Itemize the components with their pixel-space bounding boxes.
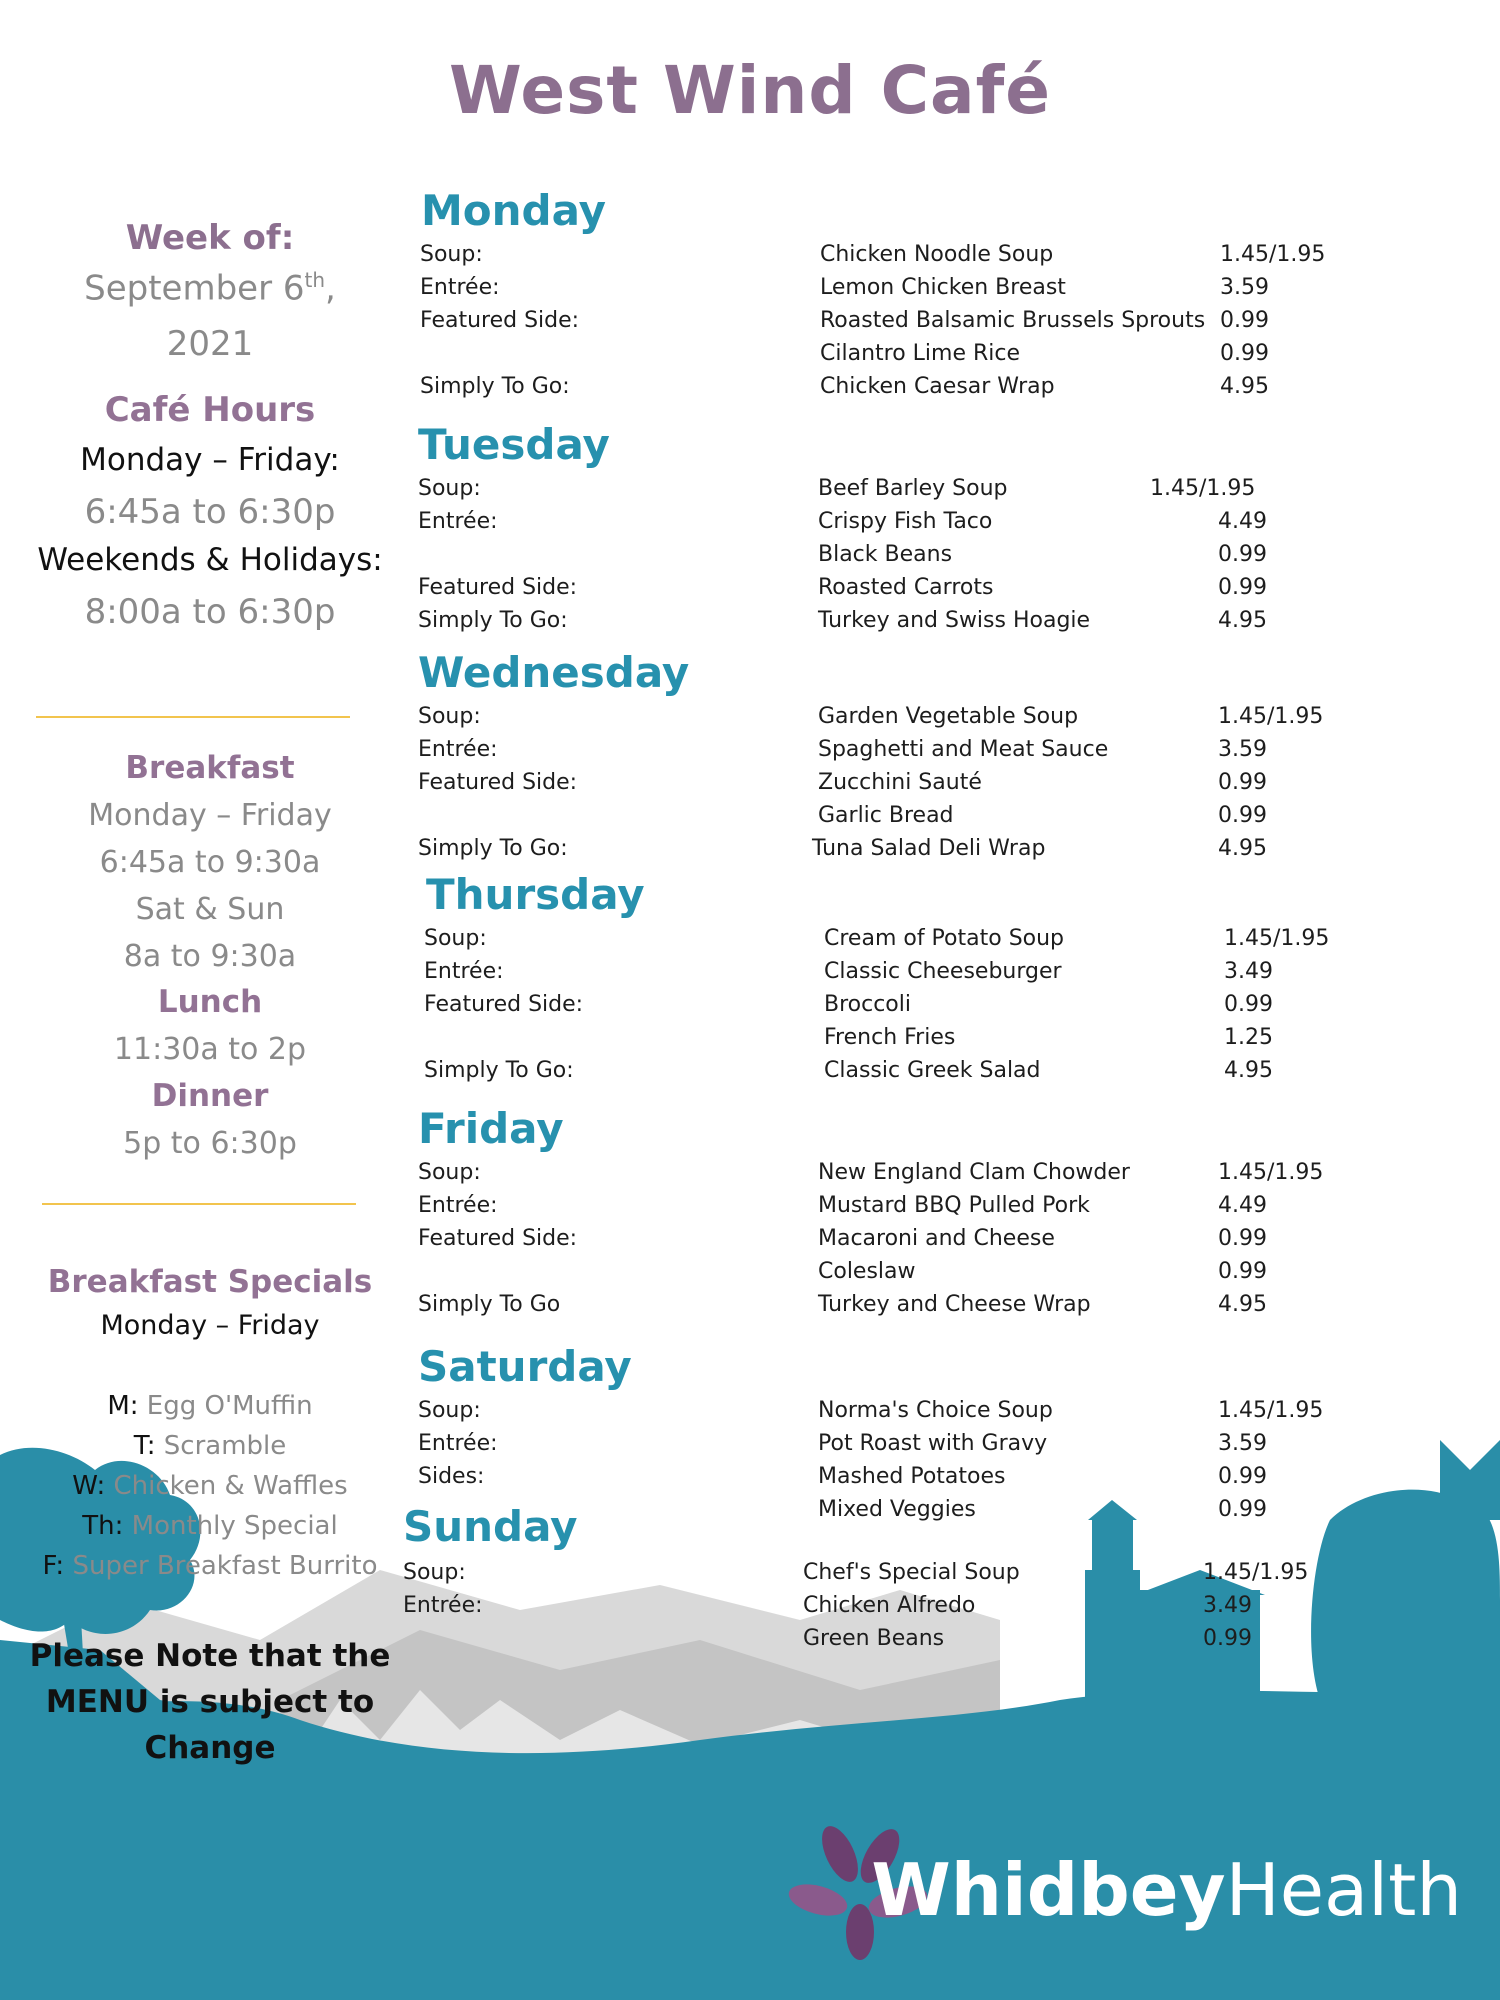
row-item: Beef Barley Soup [818,476,1008,501]
weekday-label: Monday – Friday: [80,442,340,478]
week-of-block [20,218,400,258]
row-price: 0.99 [1218,1226,1267,1251]
row-price: 0.99 [1220,341,1269,366]
row-label: Entrée: [418,1431,498,1456]
breakfast-hours: 6:45a to 9:30a [99,845,321,880]
weekend-hours: 8:00a to 6:30p [84,592,336,632]
row-item: Tuna Salad Deli Wrap [812,836,1046,861]
note-line-3: Change [144,1730,276,1766]
row-label: Simply To Go: [424,1058,574,1083]
row-item: Mixed Veggies [818,1497,976,1522]
breakfast-specials-title: Breakfast Specials [47,1264,373,1300]
row-item: Zucchini Sauté [818,770,982,795]
breakfast-specials-days: Monday – Friday [100,1310,320,1341]
breakfast-specials-list [20,1386,400,1586]
day-tuesday: Tuesday [418,420,610,469]
logo-word-1: Whidbey [871,1848,1226,1932]
cafe-hours-title: Café Hours [104,390,316,430]
row-label: Entrée: [418,509,498,534]
row-label: Simply To Go: [418,608,568,633]
row-price: 4.49 [1218,1193,1267,1218]
row-price: 0.99 [1218,1259,1267,1284]
row-price: 0.99 [1218,803,1267,828]
row-item: Turkey and Swiss Hoagie [818,608,1091,633]
row-price: 1.45/1.95 [1220,242,1326,267]
row-item: Roasted Carrots [818,575,994,600]
day-monday: Monday [421,186,607,235]
row-label: Soup: [418,1398,481,1423]
dinner-title: Dinner [151,1078,269,1114]
wednesday-menu [418,704,1378,874]
row-price: 1.45/1.95 [1218,1398,1324,1423]
row-item: Chicken Noodle Soup [820,242,1054,267]
lunch-hours: 11:30a to 2p [113,1032,307,1067]
tuesday-menu [418,476,1378,646]
week-date-text: September 6 [84,268,305,309]
row-label: Entrée: [424,959,504,984]
row-price: 1.25 [1224,1025,1273,1050]
row-item: French Fries [824,1025,956,1050]
row-label: Entrée: [418,737,498,762]
row-item: Garlic Bread [818,803,954,828]
monday-menu [420,242,1380,412]
row-item: Crispy Fish Taco [818,509,993,534]
logo-word-2: Health [1225,1848,1462,1932]
day-saturday: Saturday [418,1342,632,1391]
week-date [20,268,400,308]
row-item: New England Clam Chowder [818,1160,1130,1185]
row-label: Simply To Go: [418,836,568,861]
row-label: Soup: [420,242,483,267]
day-friday: Friday [418,1104,564,1153]
day-wednesday: Wednesday [418,648,690,697]
row-item: Turkey and Cheese Wrap [818,1292,1091,1317]
row-label: Soup: [418,476,481,501]
row-price: 1.45/1.95 [1150,476,1256,501]
row-item: Mustard BBQ Pulled Pork [818,1193,1090,1218]
row-label: Soup: [403,1560,466,1585]
row-price: 0.99 [1218,770,1267,795]
row-price: 0.99 [1218,575,1267,600]
row-item: Roasted Balsamic Brussels Sprouts [820,308,1206,333]
row-item: Broccoli [824,992,911,1017]
row-item: Classic Cheeseburger [824,959,1062,984]
row-label: Soup: [418,1160,481,1185]
special-monday: M: Egg O'Muffin [107,1391,313,1421]
row-price: 1.45/1.95 [1203,1560,1309,1585]
row-label: Entrée: [420,275,500,300]
row-price: 1.45/1.95 [1218,1160,1324,1185]
row-price: 1.45/1.95 [1224,926,1330,951]
row-item: Green Beans [803,1626,945,1651]
row-label: Featured Side: [420,308,580,333]
row-price: 3.49 [1224,959,1273,984]
row-price: 1.45/1.95 [1218,704,1324,729]
row-label: Entrée: [418,1193,498,1218]
row-item: Coleslaw [818,1259,916,1284]
row-price: 0.99 [1218,542,1267,567]
row-item: Classic Greek Salad [824,1058,1041,1083]
row-label: Featured Side: [424,992,584,1017]
row-item: Garden Vegetable Soup [818,704,1079,729]
row-price: 0.99 [1218,1497,1267,1522]
day-thursday: Thursday [426,870,645,919]
row-price: 4.95 [1218,836,1267,861]
row-label: Simply To Go [418,1292,561,1317]
breakfast-days: Monday – Friday [88,798,332,833]
row-price: 4.49 [1218,509,1267,534]
menu-change-note [20,1633,400,1771]
divider-bottom [42,1203,356,1205]
breakfast-title: Breakfast [125,750,295,786]
row-label: Featured Side: [418,770,578,795]
week-date-comma: , [325,268,336,309]
row-label: Featured Side: [418,1226,578,1251]
row-item: Cilantro Lime Rice [820,341,1021,366]
row-label: Featured Side: [418,575,578,600]
row-price: 3.49 [1203,1593,1252,1618]
row-label: Simply To Go: [420,374,570,399]
row-item: Black Beans [818,542,953,567]
breakfast-weekend: Sat & Sun [135,892,285,927]
row-price: 3.59 [1218,1431,1267,1456]
page-title: West Wind Café [448,52,1052,129]
row-label: Soup: [418,704,481,729]
row-item: Cream of Potato Soup [824,926,1065,951]
special-wednesday: W: Chicken & Waffles [72,1471,348,1501]
row-item: Spaghetti and Meat Sauce [818,737,1109,762]
special-friday: F: Super Breakfast Burrito [42,1551,378,1581]
special-thursday: Th: Monthly Special [82,1511,338,1541]
row-label: Soup: [424,926,487,951]
sunday-menu [403,1560,1363,1670]
row-price: 4.95 [1220,374,1269,399]
row-item: Macaroni and Cheese [818,1226,1055,1251]
row-item: Chicken Caesar Wrap [820,374,1055,399]
week-date-suffix: th [304,268,326,292]
week-year: 2021 [166,324,254,364]
row-price: 3.59 [1218,737,1267,762]
note-line-1: Please Note that the [29,1638,391,1674]
special-tuesday: T: Scramble [133,1431,287,1461]
row-label: Sides: [418,1464,485,1489]
row-price: 4.95 [1218,608,1267,633]
row-price: 0.99 [1218,1464,1267,1489]
week-label: Week of: [125,218,295,258]
whidbeyhealth-logo [871,1848,1462,1932]
row-item: Lemon Chicken Breast [820,275,1066,300]
friday-menu [418,1160,1378,1330]
dinner-hours: 5p to 6:30p [123,1126,297,1161]
row-price: 4.95 [1224,1058,1273,1083]
divider-top [36,716,350,718]
day-sunday: Sunday [403,1502,578,1551]
row-price: 3.59 [1220,275,1269,300]
weekend-label: Weekends & Holidays: [37,542,383,578]
row-item: Mashed Potatoes [818,1464,1006,1489]
row-price: 0.99 [1203,1626,1252,1651]
row-item: Chef's Special Soup [803,1560,1020,1585]
breakfast-weekend-hours: 8a to 9:30a [123,939,297,974]
note-line-2: MENU is subject to [45,1684,375,1720]
weekday-hours: 6:45a to 6:30p [84,492,336,532]
row-item: Pot Roast with Gravy [818,1431,1048,1456]
thursday-menu [424,926,1384,1096]
row-price: 0.99 [1220,308,1269,333]
row-item: Chicken Alfredo [803,1593,976,1618]
row-item: Norma's Choice Soup [818,1398,1053,1423]
row-price: 4.95 [1218,1292,1267,1317]
row-price: 0.99 [1224,992,1273,1017]
row-label: Entrée: [403,1593,483,1618]
lunch-title: Lunch [157,984,263,1020]
